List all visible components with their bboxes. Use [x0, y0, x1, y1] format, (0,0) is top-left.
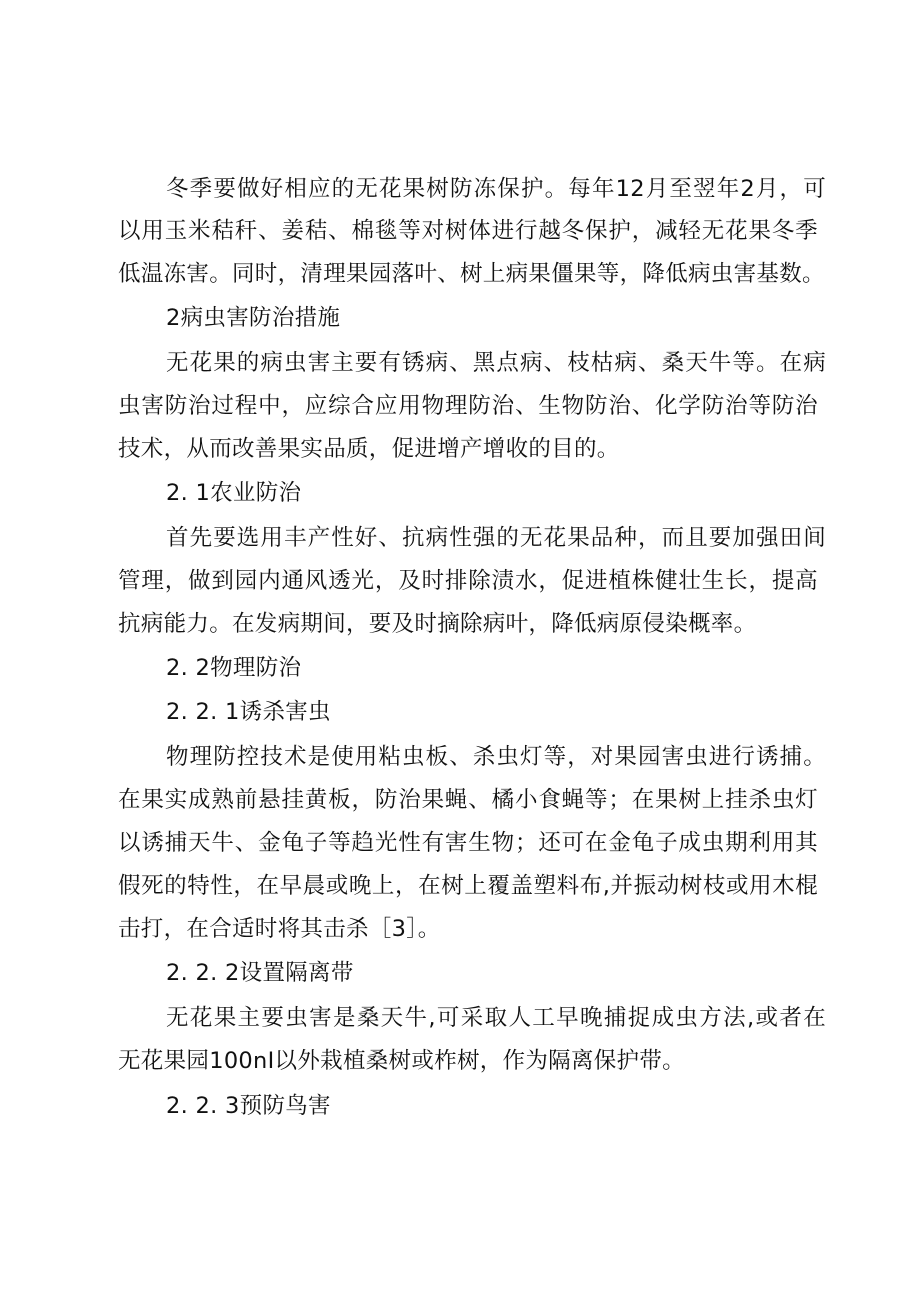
paragraph-line: 物理防控技术是使用粘虫板、杀虫灯等，对果园害虫进行诱捕。 [166, 744, 826, 770]
subsection-heading: 2. 2. 3预防鸟害 [166, 1093, 331, 1119]
paragraph-line: 冬季要做好相应的无花果树防冻保护。每年12月至翌年2月，可 [166, 176, 826, 202]
subsection-heading: 2. 1农业防治 [166, 480, 302, 506]
paragraph-line: 技术，从而改善果实品质，促进增产增收的目的。 [118, 436, 620, 462]
paragraph-line: 首先要选用丰产性好、抗病性强的无花果品种，而且要加强田间 [166, 525, 826, 551]
paragraph-line: 无花果园100nI以外栽植桑树或柞树，作为隔离保护带。 [118, 1048, 685, 1074]
paragraph-line: 以用玉米秸秆、姜秸、棉毯等对树体进行越冬保护，减轻无花果冬季 [118, 218, 818, 244]
subsection-heading: 2. 2物理防治 [166, 655, 302, 681]
paragraph-line: 击打，在合适时将其击杀［3］。 [118, 916, 441, 942]
paragraph-line: 在果实成熟前悬挂黄板，防治果蝇、橘小食蝇等；在果树上挂杀虫灯 [118, 787, 818, 813]
subsection-heading: 2. 2. 2设置隔离带 [166, 960, 354, 986]
paragraph-line: 管理，做到园内通风透光，及时排除渍水，促进植株健壮生长，提高 [118, 568, 818, 594]
paragraph-line: 低温冻害。同时，清理果园落叶、树上病果僵果等，降低病虫害基数。 [118, 261, 825, 287]
section-heading: 2病虫害防治措施 [166, 305, 341, 331]
paragraph-line: 无花果的病虫害主要有锈病、黑点病、枝枯病、桑天牛等。在病 [166, 350, 826, 376]
paragraph-line: 无花果主要虫害是桑天牛,可采取人工早晚捕捉成虫方法,或者在 [166, 1005, 826, 1031]
paragraph-line: 以诱捕天牛、金龟子等趋光性有害生物；还可在金龟子成虫期利用其 [118, 830, 818, 856]
paragraph-line: 抗病能力。在发病期间，要及时摘除病叶，降低病原侵染概率。 [118, 611, 757, 637]
subsection-heading: 2. 2. 1诱杀害虫 [166, 699, 331, 725]
paragraph-line: 虫害防治过程中，应综合应用物理防治、生物防治、化学防治等防治 [118, 393, 818, 419]
paragraph-line: 假死的特性，在早晨或晚上，在树上覆盖塑料布,并振动树枝或用木棍 [118, 873, 818, 899]
